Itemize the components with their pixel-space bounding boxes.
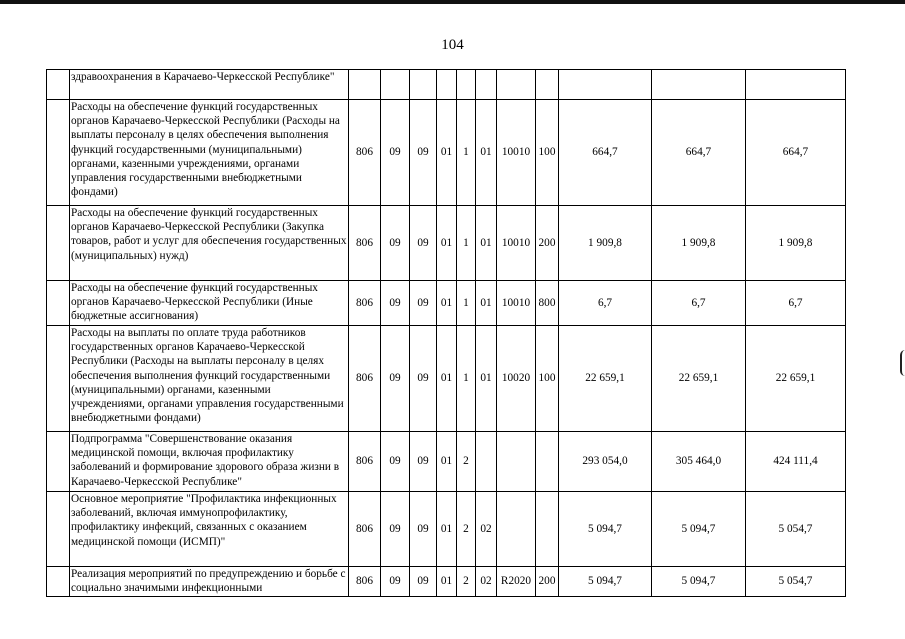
table-row — [47, 567, 846, 597]
subsection-code-cell: 09 — [410, 326, 437, 432]
amount-year-2-cell: 5 094,7 — [652, 492, 746, 567]
amount-year-1-cell: 293 054,0 — [559, 432, 652, 492]
amount-year-3-cell: 5 054,7 — [746, 567, 846, 597]
row-number-cell — [47, 326, 70, 432]
page-number: 104 — [441, 37, 464, 53]
amount-year-3-cell: 1 909,8 — [746, 206, 846, 281]
direction-code-cell — [497, 432, 536, 492]
row-number-cell — [47, 492, 70, 567]
table-row — [47, 206, 846, 281]
row-name-cell: Подпрограмма "Совершенствование оказания медицинской помощи, включая профилактику заболеваний и формирование здорового образа жизни в Карачаево-Черкесской Республике" — [70, 432, 349, 492]
subsection-code-cell: 09 — [410, 432, 437, 492]
amount-year-1-cell: 1 909,8 — [559, 206, 652, 281]
row-name-cell: Расходы на обеспечение функций государственных органов Карачаево-Черкесской Республики (Закупка товаров, работ и услуг для обеспечения государственных (муниципальных) нужд) — [70, 206, 349, 281]
program-code-cell: 01 — [437, 567, 457, 597]
subprogram-code-cell: 1 — [457, 281, 476, 326]
amount-year-3-cell: 22 659,1 — [746, 326, 846, 432]
row-number-cell — [47, 281, 70, 326]
amount-year-3-cell — [746, 70, 846, 100]
ministry-code-cell — [349, 70, 381, 100]
row-name-cell: здравоохранения в Карачаево-Черкесской Республике" — [70, 70, 349, 100]
row-name-cell: Расходы на обеспечение функций государственных органов Карачаево-Черкесской Республики (Иные бюджетные ассигнования) — [70, 281, 349, 326]
expense-type-code-cell: 200 — [536, 567, 559, 597]
budget-table — [46, 69, 846, 597]
subsection-code-cell: 09 — [410, 100, 437, 206]
table-row — [47, 492, 846, 567]
expense-type-code-cell: 100 — [536, 100, 559, 206]
scan-edge-mark — [900, 350, 905, 376]
subprogram-code-cell — [457, 70, 476, 100]
direction-code-cell: 10010 — [497, 100, 536, 206]
row-name-cell: Расходы на обеспечение функций государственных органов Карачаево-Черкесской Республики (Расходы на выплаты персоналу в целях обеспечения выполнения функций государственными (муниципальными) органами, казенными учреждениями, органами управления государственными внебюджетными фондами) — [70, 100, 349, 206]
row-number-cell — [47, 70, 70, 100]
expense-type-code-cell — [536, 492, 559, 567]
section-code-cell — [381, 70, 410, 100]
event-code-cell — [476, 70, 497, 100]
section-code-cell: 09 — [381, 492, 410, 567]
program-code-cell — [437, 70, 457, 100]
direction-code-cell: 10010 — [497, 281, 536, 326]
table-row — [47, 432, 846, 492]
amount-year-3-cell: 6,7 — [746, 281, 846, 326]
event-code-cell: 01 — [476, 206, 497, 281]
subprogram-code-cell: 1 — [457, 100, 476, 206]
table-row — [47, 70, 846, 100]
subprogram-code-cell: 1 — [457, 326, 476, 432]
direction-code-cell: 10010 — [497, 206, 536, 281]
program-code-cell: 01 — [437, 432, 457, 492]
direction-code-cell — [497, 70, 536, 100]
amount-year-3-cell: 424 111,4 — [746, 432, 846, 492]
amount-year-2-cell: 22 659,1 — [652, 326, 746, 432]
subsection-code-cell: 09 — [410, 567, 437, 597]
table-row — [47, 326, 846, 432]
ministry-code-cell: 806 — [349, 567, 381, 597]
amount-year-1-cell: 5 094,7 — [559, 567, 652, 597]
ministry-code-cell: 806 — [349, 100, 381, 206]
table-row — [47, 100, 846, 206]
event-code-cell: 01 — [476, 281, 497, 326]
expense-type-code-cell — [536, 432, 559, 492]
amount-year-1-cell: 5 094,7 — [559, 492, 652, 567]
program-code-cell: 01 — [437, 326, 457, 432]
subprogram-code-cell: 2 — [457, 492, 476, 567]
ministry-code-cell: 806 — [349, 492, 381, 567]
section-code-cell: 09 — [381, 326, 410, 432]
event-code-cell: 02 — [476, 567, 497, 597]
table-row — [47, 281, 846, 326]
direction-code-cell: 10020 — [497, 326, 536, 432]
section-code-cell: 09 — [381, 100, 410, 206]
amount-year-2-cell: 6,7 — [652, 281, 746, 326]
section-code-cell: 09 — [381, 432, 410, 492]
scan-top-edge — [0, 0, 905, 4]
ministry-code-cell: 806 — [349, 432, 381, 492]
subprogram-code-cell: 2 — [457, 432, 476, 492]
ministry-code-cell: 806 — [349, 326, 381, 432]
expense-type-code-cell: 100 — [536, 326, 559, 432]
event-code-cell: 01 — [476, 100, 497, 206]
amount-year-1-cell: 6,7 — [559, 281, 652, 326]
section-code-cell: 09 — [381, 567, 410, 597]
program-code-cell: 01 — [437, 100, 457, 206]
amount-year-2-cell: 5 094,7 — [652, 567, 746, 597]
amount-year-3-cell: 5 054,7 — [746, 492, 846, 567]
program-code-cell: 01 — [437, 492, 457, 567]
row-number-cell — [47, 567, 70, 597]
row-number-cell — [47, 432, 70, 492]
subsection-code-cell: 09 — [410, 281, 437, 326]
subprogram-code-cell: 1 — [457, 206, 476, 281]
row-number-cell — [47, 100, 70, 206]
row-name-cell: Расходы на выплаты по оплате труда работников государственных органов Карачаево-Черкесской Республики (Расходы на выплаты персоналу в целях обеспечения выполнения функций государственными (муниципальными) органами, казенными учреждениями, органами управления государственными внебюджетными фондами) — [70, 326, 349, 432]
expense-type-code-cell — [536, 70, 559, 100]
direction-code-cell — [497, 492, 536, 567]
subprogram-code-cell: 2 — [457, 567, 476, 597]
expense-type-code-cell: 800 — [536, 281, 559, 326]
row-number-cell — [47, 206, 70, 281]
event-code-cell: 01 — [476, 326, 497, 432]
amount-year-2-cell — [652, 70, 746, 100]
amount-year-1-cell: 664,7 — [559, 100, 652, 206]
amount-year-1-cell: 22 659,1 — [559, 326, 652, 432]
subsection-code-cell: 09 — [410, 492, 437, 567]
amount-year-1-cell — [559, 70, 652, 100]
event-code-cell — [476, 432, 497, 492]
program-code-cell: 01 — [437, 281, 457, 326]
row-name-cell: Реализация мероприятий по предупреждению и борьбе с социально значимыми инфекционными — [70, 567, 349, 597]
amount-year-2-cell: 664,7 — [652, 100, 746, 206]
row-name-cell: Основное мероприятие "Профилактика инфекционных заболеваний, включая иммунопрофилактику, профилактику инфекций, связанных с оказанием медицинской помощи (ИСМП)" — [70, 492, 349, 567]
subsection-code-cell: 09 — [410, 206, 437, 281]
direction-code-cell: R2020 — [497, 567, 536, 597]
amount-year-2-cell: 1 909,8 — [652, 206, 746, 281]
ministry-code-cell: 806 — [349, 206, 381, 281]
amount-year-2-cell: 305 464,0 — [652, 432, 746, 492]
event-code-cell: 02 — [476, 492, 497, 567]
subsection-code-cell — [410, 70, 437, 100]
program-code-cell: 01 — [437, 206, 457, 281]
amount-year-3-cell: 664,7 — [746, 100, 846, 206]
section-code-cell: 09 — [381, 206, 410, 281]
expense-type-code-cell: 200 — [536, 206, 559, 281]
section-code-cell: 09 — [381, 281, 410, 326]
ministry-code-cell: 806 — [349, 281, 381, 326]
